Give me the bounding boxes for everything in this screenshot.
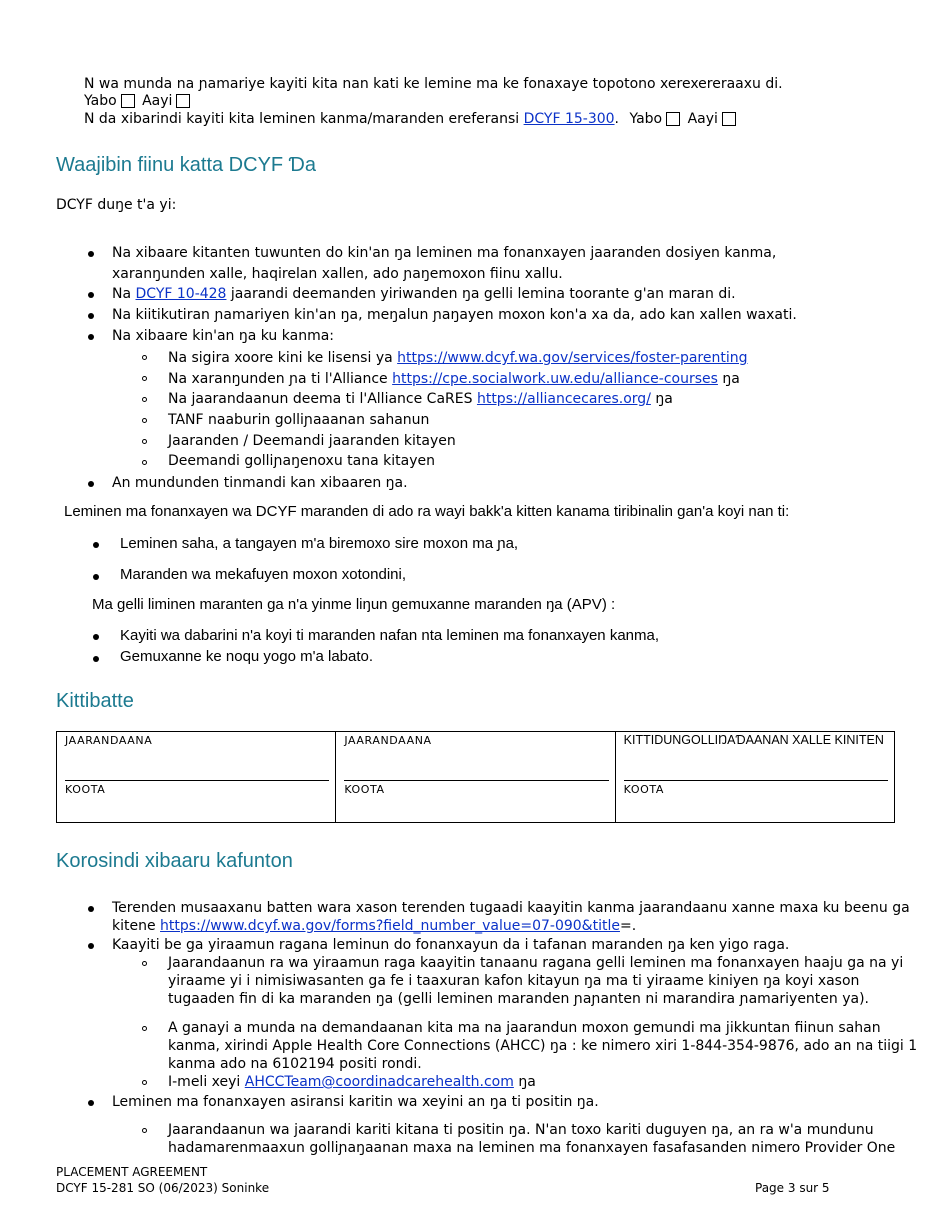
no-checkbox-2[interactable] — [722, 112, 736, 126]
sub-resource-3 — [168, 1073, 536, 1091]
footer-form-title: PLACEMENT AGREEMENT — [56, 1165, 208, 1179]
sub-bullet — [142, 355, 147, 360]
item-2-post: jaarandi deemanden yiriwanden ŋa gelli lemina toorante g'an maran di. — [230, 286, 736, 302]
item-5: An mundunden tinmandi kan xibaaren ŋa. — [112, 475, 408, 491]
section-heading-dcyf: Waajibin fiinu katta DCYF Ɗa — [56, 154, 316, 176]
section-heading-resources: Korosindi xibaaru kafunton — [56, 850, 293, 872]
condition-4: Gemuxanne ke noqu yogo m'a labato. — [120, 648, 374, 665]
paragraph-2: Ma gelli liminen maranten ga n'a yinme liŋun gemuxanne maranden ŋa (APV) : — [92, 596, 616, 613]
section-heading-signatures: Kittibatte — [56, 690, 134, 712]
sub-bullet — [142, 460, 147, 465]
sub-bullet — [142, 961, 147, 966]
sub-resource-4-line-2: hadamarenmaaxun golliɲaŋaanan maxa na leminen ma fonanxayen fasafasanden nimero Provider One — [168, 1140, 896, 1156]
condition-3: Kayiti wa dabarini n'a koyi ti maranden nafan nta leminen ma fonanxayen kanma, — [120, 627, 660, 644]
intro-line-3 — [84, 110, 739, 128]
signature-caption: JAARANDAANA — [65, 734, 153, 747]
signature-cell-3[interactable] — [615, 732, 894, 823]
bullet-dot — [88, 313, 94, 319]
sub-bullet — [142, 1026, 147, 1031]
alliance-courses-link[interactable]: https://cpe.socialwork.uw.edu/alliance-courses — [392, 371, 718, 387]
bullet-dot — [93, 634, 99, 640]
sub-bullet — [142, 1080, 147, 1085]
sub-resource-1-line-1: Jaarandaanun ra wa yiraamun raga kaayitin tanaanu ragana gelli leminen ma fonanxayen haaju ga na yi — [168, 955, 904, 971]
resource-1-line-1: Terenden musaaxanu batten wara xason terenden tugaadi kaayitin kanma jaarandaanu xanne maxa ku beenu ga — [112, 900, 910, 916]
bullet-dot — [93, 542, 99, 548]
date-caption: KOOTA — [65, 783, 106, 796]
sub-item-4: TANF naaburin golliɲaaanan sahanun — [168, 412, 430, 428]
alliance-cares-link[interactable]: https://alliancecares.org/ — [476, 391, 651, 407]
signature-caption: KITTIDUNGOLLIŊAƊAANAN XALLE KINITEN — [623, 733, 884, 747]
date-caption: KOOTA — [623, 783, 664, 796]
item-4: Na xibaare kin'an ŋa ku kanma: — [112, 328, 335, 344]
yes-no-row-1 — [84, 92, 193, 110]
sub-resource-2-line-2: kanma, xirindi Apple Health Core Connections (AHCC) ŋa : ke nimero xiri 1-844-354-9876, ado an na tiigi 1 — [168, 1038, 918, 1054]
paragraph-1: Leminen ma fonanxayen wa DCYF maranden di ado ra wayi bakk'a kitten kanama tiribinalin gan'a koyi nan ti: — [64, 503, 790, 520]
signature-cell-2[interactable] — [336, 732, 615, 823]
yes-label-2: Yabo — [629, 111, 663, 127]
sub-resource-1-line-3: tugaaden fin di ka maranden ŋa (gelli leminen maranden ɲaɲanten ni marandira ɲamariyenten ya). — [168, 991, 870, 1007]
sub-item-2-end: ŋa — [722, 371, 740, 387]
sub-item-3-end: ŋa — [655, 391, 673, 407]
dcyf-10-428-link[interactable]: DCYF 10-428 — [135, 286, 227, 302]
sub-resource-2-line-3: kanma ado na 6102194 positi rondi. — [168, 1056, 422, 1072]
sub-item-1 — [168, 349, 748, 367]
no-checkbox[interactable] — [176, 94, 190, 108]
sub-item-2 — [168, 370, 740, 388]
bullet-dot — [93, 656, 99, 662]
resource-3: Leminen ma fonanxayen asiransi karitin wa xeyini an ŋa ti positin ŋa. — [112, 1094, 599, 1110]
resource-2: Kaayiti be ga yiraamun ragana leminun do fonanxayun da i tafanan maranden ŋa ken yigo raga. — [112, 937, 790, 953]
sub-bullet — [142, 1128, 147, 1133]
resource-1-post: =. — [619, 918, 637, 934]
item-3: Na kiitikutiran ɲamariyen kin'an ŋa, meŋalun ɲaŋayen moxon kon'a xa da, ado kan xallen waxati. — [112, 307, 797, 323]
sub-resource-4-line-1: Jaarandaanun wa jaarandi kariti kitana ti positin ŋa. N'an toxo kariti duguyen ŋa, an ra w'a mundunu — [168, 1122, 874, 1138]
bullet-dot — [88, 1100, 94, 1106]
signature-cell-1[interactable] — [57, 732, 336, 823]
ahcc-email-link[interactable]: AHCCTeam@coordinadcarehealth.com — [244, 1074, 514, 1090]
bullet-dot — [88, 334, 94, 340]
bullet-dot — [88, 943, 94, 949]
dcyf-15-300-link[interactable]: DCYF 15-300 — [523, 111, 615, 127]
bullet-dot — [88, 481, 94, 487]
yes-checkbox-2[interactable] — [666, 112, 680, 126]
sub-resource-1-line-2: yiraame yi i nimisiwasanten ga fe i taaxuran kafon kitayun ŋa ma ti yiraame kiniyen ŋa koyi xason — [168, 973, 860, 989]
sub-item-6: Deemandi golliɲaŋenoxu tana kitayen — [168, 453, 435, 469]
signature-table — [56, 731, 895, 823]
intro-line-3-text: N da xibarindi kayiti kita leminen kanma/maranden ereferansi — [84, 111, 520, 127]
bullet-dot — [88, 906, 94, 912]
item-1-line-2: xaranŋunden xalle, haqirelan xallen, ado ɲaŋemoxon fiinu xallu. — [112, 266, 563, 282]
yes-label: Yabo — [84, 93, 117, 109]
intro-line-1: N wa munda na ɲamariye kayiti kita nan kati ke lemine ma ke fonaxaye topotono xerexereraaxu di. — [84, 76, 783, 92]
condition-1: Leminen saha, a tangayen m'a biremoxo sire moxon ma ɲa, — [120, 535, 519, 552]
sub-bullet — [142, 376, 147, 381]
sub-resource-3-text: I-meli xeyi — [168, 1074, 241, 1090]
sub-resource-3-end: ŋa — [518, 1074, 536, 1090]
footer-form-id: DCYF 15-281 SO (06/2023) Soninke — [56, 1181, 270, 1195]
bullet-dot — [88, 251, 94, 257]
signature-line — [624, 780, 888, 781]
signature-line — [65, 780, 329, 781]
item-2 — [112, 285, 736, 303]
no-label-2: Aayi — [687, 111, 718, 127]
signature-caption: JAARANDAANA — [344, 734, 432, 747]
sub-item-5: Jaaranden / Deemandi jaaranden kitayen — [168, 433, 456, 449]
condition-2: Maranden wa mekafuyen moxon xotondini, — [120, 566, 406, 583]
sub-item-1-text: Na sigira xoore kini ke lisensi ya — [168, 350, 393, 366]
signature-line — [344, 780, 608, 781]
resource-1-line-2 — [112, 917, 636, 935]
footer-page-number: Page 3 sur 5 — [755, 1181, 830, 1195]
sub-bullet — [142, 397, 147, 402]
bullet-dot — [93, 574, 99, 580]
foster-parenting-link[interactable]: https://www.dcyf.wa.gov/services/foster-parenting — [397, 350, 748, 366]
sub-bullet — [142, 439, 147, 444]
no-label: Aayi — [142, 93, 173, 109]
item-2-pre: Na — [112, 286, 132, 302]
sub-item-3-text: Na jaarandaanun deema ti l'Alliance CaRES — [168, 391, 473, 407]
bullet-dot — [88, 292, 94, 298]
section1-intro: DCYF duŋe t'a yi: — [56, 197, 177, 213]
yes-checkbox[interactable] — [121, 94, 135, 108]
item-1-line-1: Na xibaare kitanten tuwunten do kin'an ŋa leminen ma fonanxayen jaaranden dosiyen kanma, — [112, 245, 777, 261]
forms-link[interactable]: https://www.dcyf.wa.gov/forms?field_number_value=07-090&title — [160, 918, 620, 934]
sub-resource-2-line-1: A ganayi a munda na demandaanan kita ma na jaarandun moxon gemundi ma jikkuntan fiinun sahan — [168, 1020, 881, 1036]
sub-bullet — [142, 418, 147, 423]
sub-item-3 — [168, 390, 673, 408]
sub-item-2-text: Na xaranŋunden ɲa ti l'Alliance — [168, 371, 388, 387]
intro-line-3-end: . — [614, 111, 619, 127]
date-caption: KOOTA — [344, 783, 385, 796]
resource-1-pre: kitene — [112, 918, 156, 934]
